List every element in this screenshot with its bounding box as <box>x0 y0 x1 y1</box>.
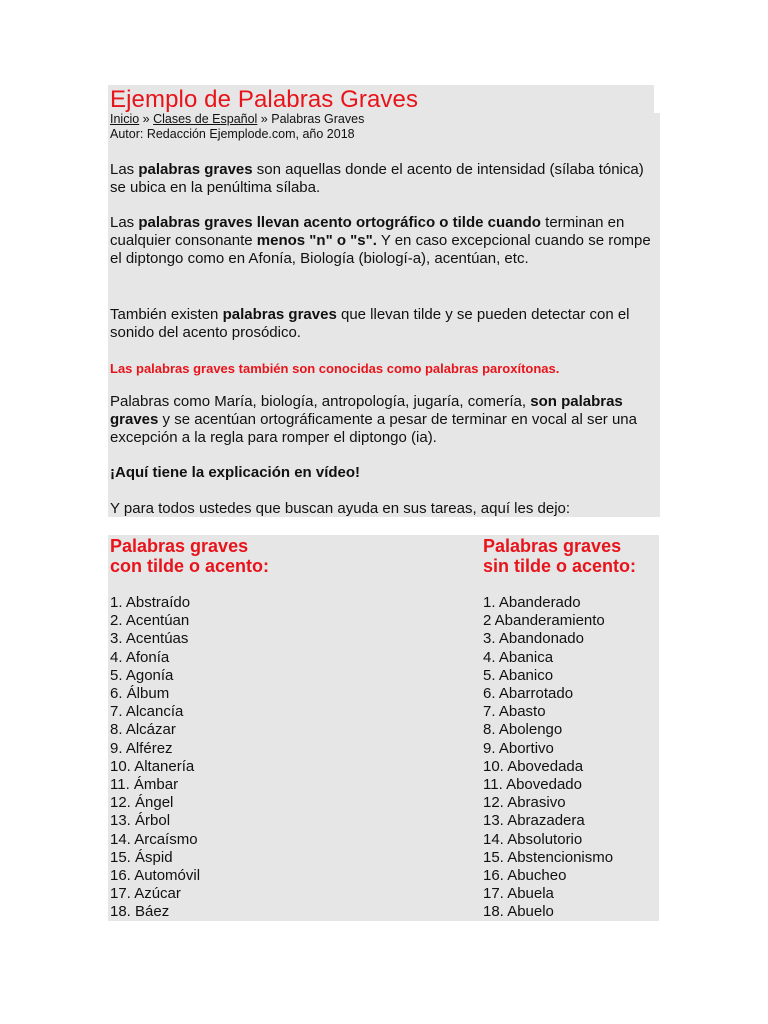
heading-line: Palabras graves <box>483 536 622 556</box>
words-with-accent-list <box>110 594 200 922</box>
list-item: 10. Altanería <box>110 757 195 775</box>
text: terminan en cualquier consonante <box>110 214 625 249</box>
bold-text: palabras graves llevan acento ortográfico o tilde cuando <box>138 214 541 231</box>
list-item: 8. Alcázar <box>110 721 176 739</box>
list-item: 1. Abstraído <box>110 594 191 611</box>
list-item: 14. Arcaísmo <box>110 830 198 848</box>
list-item: 5. Abanico <box>483 666 554 684</box>
page-background-top <box>108 85 660 517</box>
list-item: 10. Abovedada <box>483 757 584 775</box>
list-item: 12. Abrasivo <box>483 794 566 812</box>
breadcrumb-separator: » <box>139 112 154 126</box>
bold-text: menos "n" o "s". <box>256 232 377 249</box>
list-item: 17. Abuela <box>483 885 554 903</box>
paroxytone-note: Las palabras graves también son conocidas como palabras paroxítonas. <box>110 361 560 376</box>
list-item: 15. Áspid <box>110 848 173 866</box>
text: Y en caso excepcional cuando se rompe el diptongo como en Afonía, Biología (biologí-a), acentúan, etc. <box>110 232 651 267</box>
list-item: 7. Abasto <box>483 703 546 721</box>
text: También existen <box>110 306 223 323</box>
list-item: 13. Abrazadera <box>483 812 585 830</box>
words-without-accent-list <box>483 594 613 922</box>
heading-line: sin tilde o acento: <box>483 556 637 576</box>
list-item: 6. Abarrotado <box>483 685 574 703</box>
heading-line: Palabras graves <box>110 536 249 556</box>
text: Palabras como María, biología, antropología, jugaría, comería, <box>110 393 531 410</box>
breadcrumb-category-link[interactable]: Clases de Español <box>153 112 258 126</box>
text: Las <box>110 161 139 178</box>
breadcrumb-home-link[interactable]: Inicio <box>110 112 140 126</box>
prosodic-paragraph <box>110 306 655 342</box>
breadcrumb-separator: » <box>257 112 272 126</box>
list-item: 9. Abortivo <box>483 739 554 757</box>
heading-line: con tilde o acento: <box>110 556 270 576</box>
text: y se acentúan ortográficamente a pesar de terminar en vocal al ser una excepción a la regla para romper el diptongo (ia). <box>110 411 637 446</box>
breadcrumb <box>110 112 364 126</box>
intro-paragraph <box>110 161 655 197</box>
list-item: 16. Automóvil <box>110 867 201 885</box>
page-title: Ejemplo de Palabras Graves <box>110 86 419 113</box>
text: son aquellas donde el acento de intensidad (sílaba tónica) se ubica en la penúltima sílaba. <box>110 161 644 196</box>
list-item: 8. Abolengo <box>483 721 563 739</box>
list-intro: Y para todos ustedes que buscan ayuda en sus tareas, aquí les dejo: <box>110 500 571 517</box>
list-item: 11. Abovedado <box>483 776 582 794</box>
list-item: 2. Acentúan <box>110 612 190 630</box>
author-line: Autor: Redacción Ejemplode.com, año 2018 <box>110 127 355 141</box>
list-item: 14. Absolutorio <box>483 830 583 848</box>
list-item: 18. Abuelo <box>483 903 554 921</box>
rule-paragraph <box>110 214 655 268</box>
bold-text: palabras graves <box>138 161 253 178</box>
breadcrumb-current: Palabras Graves <box>271 112 365 126</box>
list-item: 13. Árbol <box>110 812 171 830</box>
list-item: 4. Afonía <box>110 648 170 666</box>
bold-text: palabras graves <box>222 306 337 323</box>
text: Las <box>110 214 139 231</box>
right-column-heading <box>483 536 636 576</box>
examples-paragraph <box>110 393 655 447</box>
list-item: 7. Alcancía <box>110 703 184 721</box>
list-item: 1. Abanderado <box>483 594 581 611</box>
list-item: 18. Báez <box>110 903 170 921</box>
bold-text: son palabras graves <box>110 393 623 428</box>
text: que llevan tilde y se pueden detectar con el sonido del acento prosódico. <box>110 306 630 341</box>
list-item: 3. Acentúas <box>110 630 189 648</box>
list-item: 6. Álbum <box>110 685 170 703</box>
list-item: 3. Abandonado <box>483 630 584 648</box>
list-item: 5. Agonía <box>110 666 174 684</box>
list-item: 11. Ámbar <box>110 776 179 794</box>
video-heading: ¡Aquí tiene la explicación en vídeo! <box>110 464 361 481</box>
list-item: 16. Abucheo <box>483 867 567 885</box>
list-item: 17. Azúcar <box>110 885 181 903</box>
list-item: 12. Ángel <box>110 794 174 812</box>
list-item: 15. Abstencionismo <box>483 848 614 866</box>
left-column-heading <box>110 536 269 576</box>
list-item: 4. Abanica <box>483 648 554 666</box>
list-item: 9. Alférez <box>110 739 173 757</box>
list-item: 2 Abanderamiento <box>483 612 605 630</box>
